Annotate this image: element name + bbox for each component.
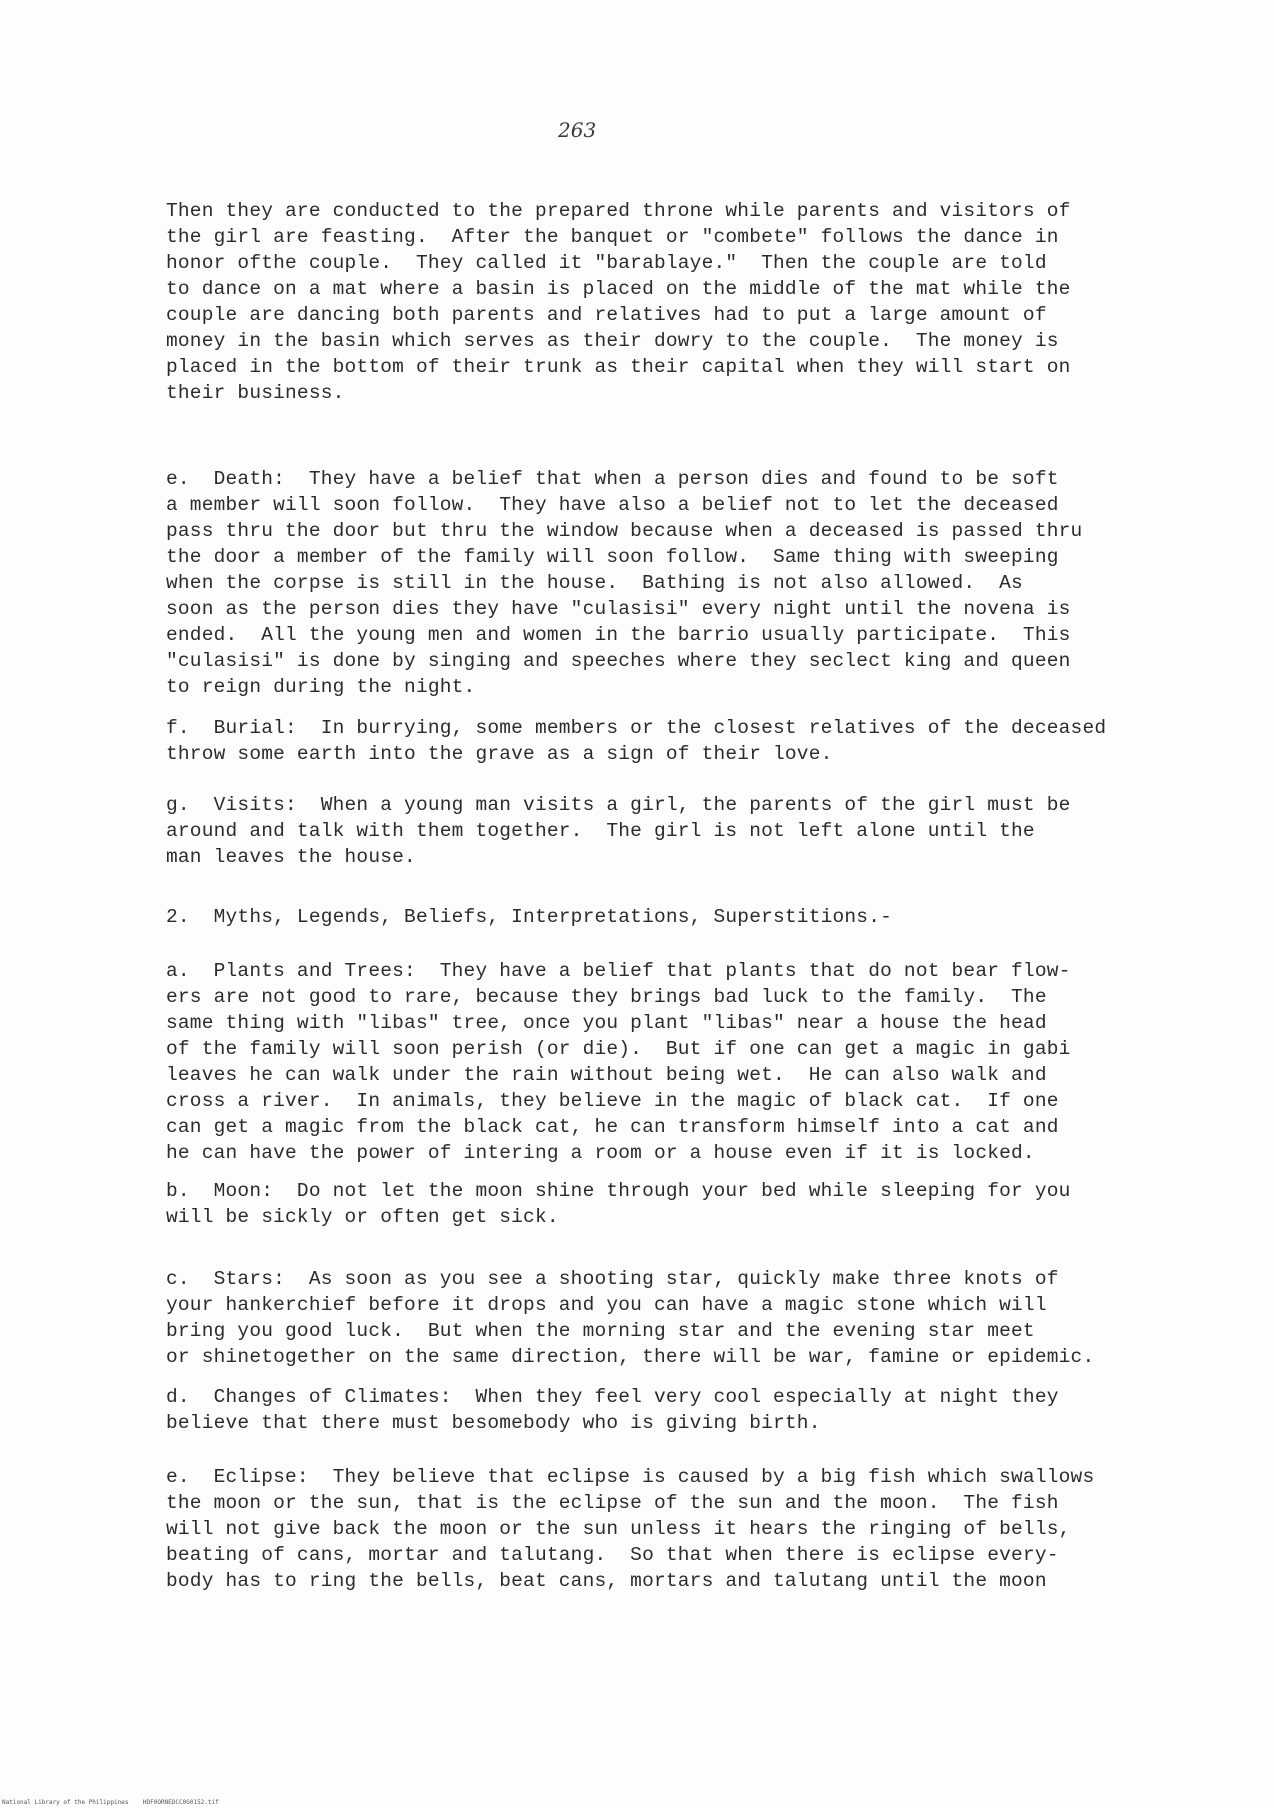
paragraph-moon: b. Moon: Do not let the moon shine through your bed while sleeping for you will be sickly or often get sick. [166,1180,1071,1228]
paragraph-stars: c. Stars: As soon as you see a shooting star, quickly make three knots of your hankerchief before it drops and you can have a magic stone which will bring you good luck. But when the morning star and the evening star meet or shinetogether on the same direction, there will be war, famine or epidemic. [166,1268,1095,1368]
paragraph-plants-and-trees: a. Plants and Trees: They have a belief that plants that do not bear flow- ers are not good to rare, because they brings bad luck to the family. The same thing with "libas" tree, once you plant "libas" near a house the head of the family will soon perish (or die). But if one can get a magic in gabi leaves he can walk under the rain without being wet. He can also walk and cross a river. In animals, they believe in the magic of black cat. If one can get a magic from the black cat, he can transform himself into a cat and he can have the power of intering a room or a house even if it is locked. [166,960,1071,1164]
section-heading-myths: 2. Myths, Legends, Beliefs, Interpretations, Superstitions.- [166,906,893,928]
paragraph-wedding-continuation: Then they are conducted to the prepared throne while parents and visitors of the girl are feasting. After the banquet or "combete" follows the dance in honor ofthe couple. They called it "barablaye." Then the couple are told to dance on a mat where a basin is placed on the middle of the mat while the couple are dancing both parents and relatives had to put a large amount of money in the basin which serves as their dowry to the couple. The money is placed in the bottom of their trunk as their capital when they will start on their business. [166,200,1071,404]
paragraph-burial: f. Burial: In burrying, some members or the closest relatives of the deceased throw some earth into the grave as a sign of their love. [166,717,1107,765]
paragraph-visits: g. Visits: When a young man visits a girl, the parents of the girl must be around and talk with them together. The girl is not left alone until the man leaves the house. [166,794,1071,868]
scan-footer: National Library of the Philippines HDF0ORNEDCC0G0152.tif [2,1799,219,1806]
paragraph-changes-of-climates: d. Changes of Climates: When they feel very cool especially at night they believe that there must besomebody who is giving birth. [166,1386,1059,1434]
page-number: 263 [558,118,597,142]
paragraph-eclipse: e. Eclipse: They believe that eclipse is caused by a big fish which swallows the moon or the sun, that is the eclipse of the sun and the moon. The fish will not give back the moon or the sun unless it hears the ringing of bells, beating of cans, mortar and talutang. So that when there is eclipse every- body has to ring the bells, beat cans, mortars and talutang until the moon [166,1466,1095,1592]
paragraph-death: e. Death: They have a belief that when a person dies and found to be soft a member will soon follow. They have also a belief not to let the deceased pass thru the door but thru the window because when a deceased is passed thru the door a member of the family will soon follow. Same thing with sweeping when the corpse is still in the house. Bathing is not also allowed. As soon as the person dies they have "culasisi" every night until the novena is ended. All the young men and women in the barrio usually participate. This "culasisi" is done by singing and speeches where they seclect king and queen to reign during the night. [166,468,1083,698]
